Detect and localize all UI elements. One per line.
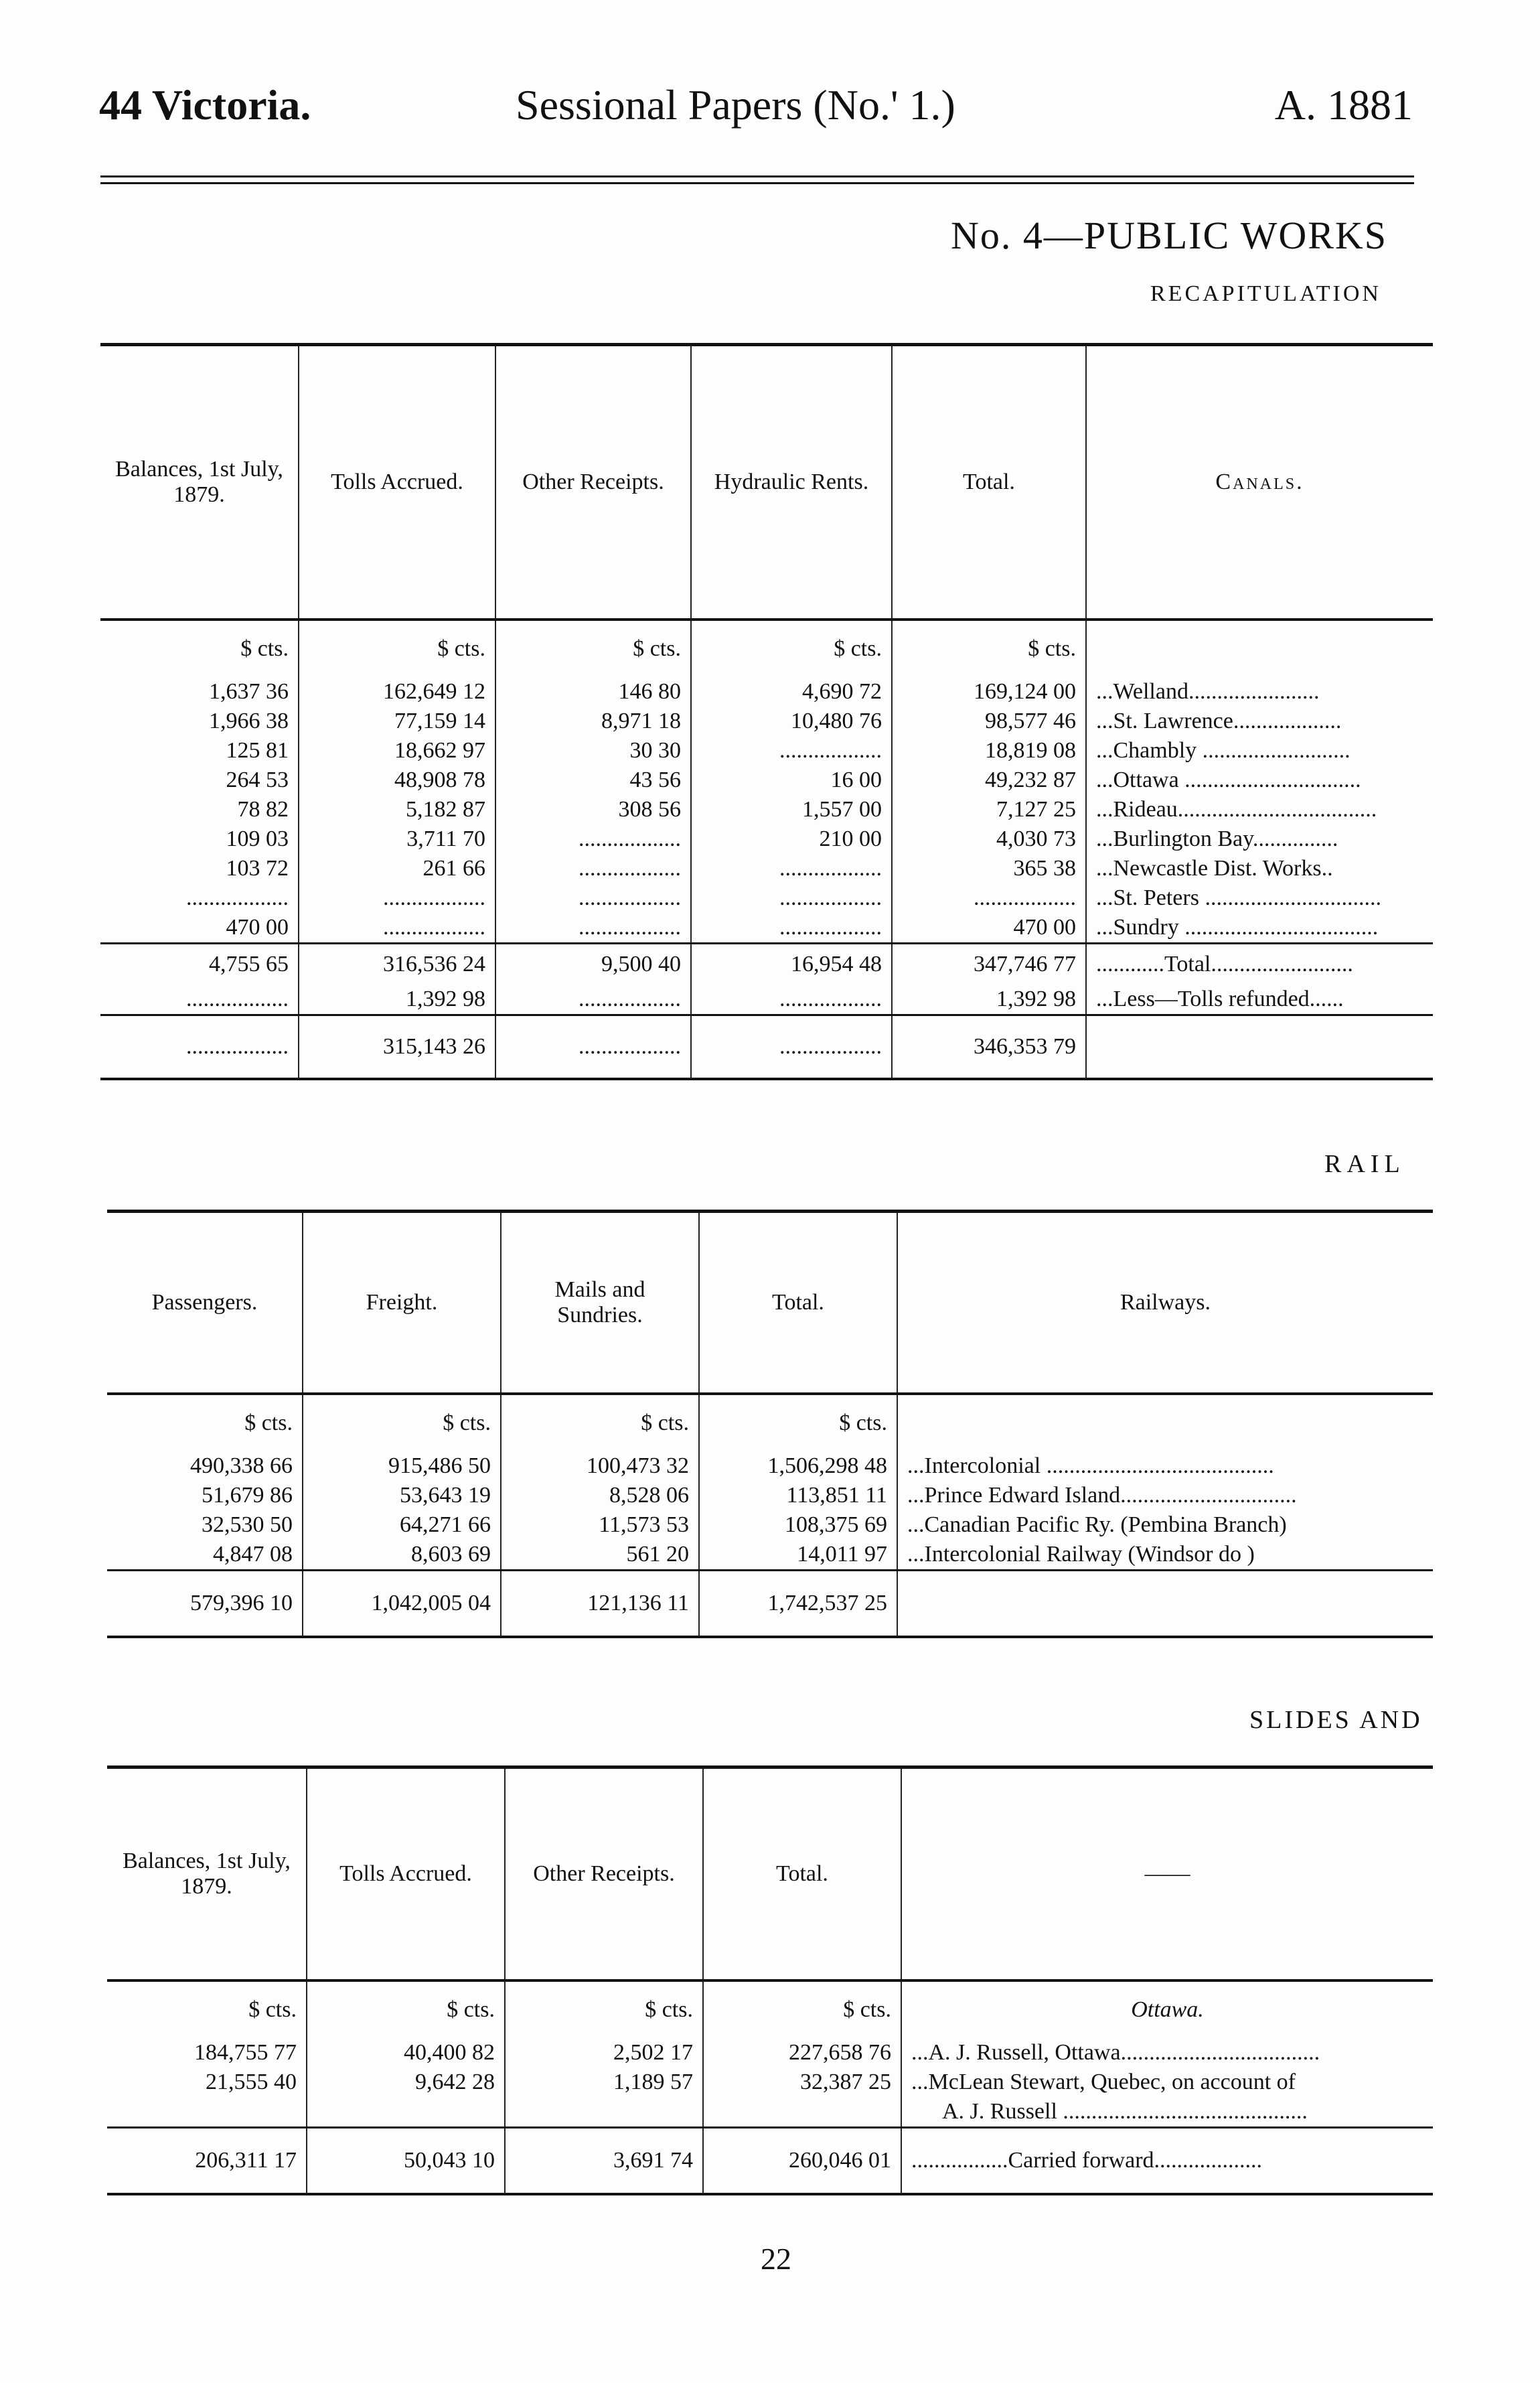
cell: 162,649 12 [299,677,495,707]
unit-label [897,1394,1433,1451]
cell: 8,603 69 [303,1540,501,1571]
cell: 18,819 08 [892,736,1086,766]
cell: 3,711 70 [299,824,495,854]
cell: 100,473 32 [501,1451,699,1481]
cell: 16,954 48 [691,943,892,985]
cell: 8,971 18 [495,707,691,736]
cell: 40,400 82 [307,2038,505,2068]
col-header-balances: Balances, 1st July, 1879. [107,1767,307,1980]
row-label: ...Welland....................... [1086,677,1433,707]
col-header-tolls: Tolls Accrued. [307,1767,505,1980]
cell: 227,658 76 [703,2038,901,2068]
cell: .................. [691,985,892,1015]
cell: 490,338 66 [190,1453,293,1478]
cell: .................. [892,883,1086,913]
col-header-other-receipts: Other Receipts. [505,1767,703,1980]
table-row [107,2038,1433,2068]
cell: 77,159 14 [299,707,495,736]
total-row [100,943,1433,985]
unit-label: $ cts. [307,1980,505,2038]
cell: 64,271 66 [303,1510,501,1540]
table-row [107,1451,1433,1481]
unit-label: $ cts. [299,620,495,677]
row-label: ...A. J. Russell, Ottawa................................... [901,2038,1433,2068]
row-label: ...Intercolonial Railway (Windsor do ) [897,1540,1433,1571]
net-total-row [100,1015,1433,1079]
cell: 1,392 98 [299,985,495,1015]
table-row [100,766,1433,795]
cell: 1,189 57 [505,2068,703,2097]
cell: 121,136 11 [501,1570,699,1637]
cell: 109 03 [226,826,289,851]
row-label: ...Rideau................................... [1086,795,1433,824]
table-row [100,883,1433,913]
cell: .................. [495,1015,691,1079]
cell: 32,530 50 [202,1512,293,1537]
cell: 5,182 87 [299,795,495,824]
unit-label: $ cts. [892,620,1086,677]
cell: .................. [100,1015,299,1079]
cell: 579,396 10 [107,1570,303,1637]
cell: .................. [299,883,495,913]
slides-table [107,1765,1433,2195]
cell: .................. [495,883,691,913]
cell: 1,557 00 [691,795,892,824]
cell: 78 82 [237,796,289,822]
cell: .................. [691,1015,892,1079]
col-header-blank-dash: —— [901,1767,1433,1980]
cell: 346,353 79 [892,1015,1086,1079]
col-header-other-receipts: Other Receipts. [495,345,691,620]
col-header-total: Total. [892,345,1086,620]
col-header-total: Total. [703,1767,901,1980]
col-header-tolls: Tolls Accrued. [299,345,495,620]
canals-table [100,343,1433,1080]
page-subtitle: RECAPITULATION [1150,281,1381,306]
table-row [100,795,1433,824]
header-rule-bottom [100,182,1414,184]
page-number: 22 [761,2242,791,2276]
slides-header-row [107,1767,1433,1980]
row-label: A. J. Russell ........................................... [901,2097,1433,2128]
subsection-label-ottawa: Ottawa. [901,1980,1433,2038]
section-label-railways: RAIL [1324,1150,1405,1178]
cell: .................. [495,854,691,883]
row-label: ............Total......................... [1086,943,1433,985]
cell: 260,046 01 [703,2127,901,2194]
cell: 1,506,298 48 [699,1451,897,1481]
cell: 18,662 97 [299,736,495,766]
table-row [100,707,1433,736]
table-row [107,1481,1433,1510]
cell: 1,742,537 25 [699,1570,897,1637]
header-sessional-papers: Sessional Papers (No.' 1.) [516,81,955,129]
cell: 2,502 17 [505,2038,703,2068]
col-header-mails: Mails and Sundries. [501,1212,699,1394]
cell: 51,679 86 [202,1482,293,1508]
cell: .................. [691,883,892,913]
row-label: ...Canadian Pacific Ry. (Pembina Branch) [897,1510,1433,1540]
cell: 470 00 [892,913,1086,944]
total-row [107,1570,1433,1637]
cell: 264 53 [226,767,289,792]
cell: 169,124 00 [892,677,1086,707]
cell: 308 56 [495,795,691,824]
cell: 146 80 [495,677,691,707]
slides-units-row [107,1980,1433,2038]
row-label: .................Carried forward................... [901,2127,1433,2194]
header-volume: 44 Victoria. [99,81,311,129]
row-label [1086,1015,1433,1079]
cell: 1,392 98 [892,985,1086,1015]
cell: 347,746 77 [892,943,1086,985]
cell: 915,486 50 [303,1451,501,1481]
cell: 98,577 46 [892,707,1086,736]
row-label: ...Less—Tolls refunded...... [1086,985,1433,1015]
cell: 4,755 65 [209,951,289,977]
row-label: ...Sundry .................................. [1086,913,1433,944]
row-label: ...Intercolonial ........................................ [897,1451,1433,1481]
cell: 7,127 25 [892,795,1086,824]
unit-label [1086,620,1433,677]
refund-row [100,985,1433,1015]
cell: 49,232 87 [892,766,1086,795]
row-label: ...Prince Edward Island............................... [897,1481,1433,1510]
cell: 315,143 26 [299,1015,495,1079]
row-label: ...McLean Stewart, Quebec, on account of [901,2068,1433,2097]
cell: .................. [495,985,691,1015]
cell: 184,755 77 [194,2039,297,2065]
cell: 4,847 08 [107,1540,303,1571]
unit-label: $ cts. [495,620,691,677]
cell: 10,480 76 [691,707,892,736]
unit-label: $ cts. [501,1394,699,1451]
cell: 1,042,005 04 [303,1570,501,1637]
cell: 9,642 28 [307,2068,505,2097]
cell [505,2097,703,2128]
table-row [100,677,1433,707]
cell: .................. [495,913,691,944]
cell: 4,690 72 [691,677,892,707]
cell [107,2097,307,2128]
cell: 210 00 [691,824,892,854]
railways-table [107,1210,1433,1638]
cell: .................. [186,885,289,910]
cell: 4,030 73 [892,824,1086,854]
table-row [100,736,1433,766]
row-label: ...Burlington Bay............... [1086,824,1433,854]
canals-units-row [100,620,1433,677]
cell: 316,536 24 [299,943,495,985]
cell: .................. [495,824,691,854]
col-header-hydraulic-rents: Hydraulic Rents. [691,345,892,620]
railways-header-row [107,1212,1433,1394]
table-row [107,2068,1433,2097]
cell: 8,528 06 [501,1481,699,1510]
table-row [100,824,1433,854]
cell: 1,637 36 [209,678,289,704]
col-header-balances: Balances, 1st July, 1879. [100,345,299,620]
cell: 43 56 [495,766,691,795]
unit-label: $ cts. [505,1980,703,2038]
header-rule-top [100,175,1414,177]
carried-forward-row [107,2127,1433,2194]
cell: 108,375 69 [699,1510,897,1540]
unit-label: $ cts. [244,1410,293,1435]
railways-units-row [107,1394,1433,1451]
unit-label: $ cts. [248,1997,297,2022]
cell: 113,851 11 [699,1481,897,1510]
cell: .................. [691,736,892,766]
cell: 3,691 74 [505,2127,703,2194]
col-header-railways: Railways. [897,1212,1433,1394]
col-header-total: Total. [699,1212,897,1394]
unit-label: $ cts. [703,1980,901,2038]
cell: 11,573 53 [501,1510,699,1540]
col-header-freight: Freight. [303,1212,501,1394]
cell [307,2097,505,2128]
cell: 21,555 40 [206,2069,297,2094]
cell: 1,966 38 [209,708,289,733]
col-header-passengers: Passengers. [107,1212,303,1394]
section-label-slides: SLIDES AND [1249,1706,1423,1734]
table-row [107,1510,1433,1540]
canals-header-row [100,345,1433,620]
page-title: No. 4—PUBLIC WORKS [951,214,1388,257]
table-row [100,854,1433,883]
table-row [107,1540,1433,1571]
cell: 50,043 10 [307,2127,505,2194]
col-header-canals: Canals. [1086,345,1433,620]
cell: 561 20 [501,1540,699,1571]
header-year: A. 1881 [1274,81,1413,129]
row-label [897,1570,1433,1637]
cell [703,2097,901,2128]
unit-label: $ cts. [691,620,892,677]
table-row [100,913,1433,944]
row-label: ...Newcastle Dist. Works.. [1086,854,1433,883]
cell: 16 00 [691,766,892,795]
table-row [107,2097,1433,2128]
cell: 32,387 25 [703,2068,901,2097]
cell: 206,311 17 [107,2127,307,2194]
row-label: ...St. Peters ............................... [1086,883,1433,913]
unit-label: $ cts. [699,1394,897,1451]
cell: .................. [691,913,892,944]
unit-label: $ cts. [240,636,289,661]
cell: 53,643 19 [303,1481,501,1510]
row-label: ...St. Lawrence................... [1086,707,1433,736]
cell: .................. [100,985,299,1015]
cell: 261 66 [299,854,495,883]
cell: 470 00 [100,913,299,944]
cell: .................. [299,913,495,944]
cell: 103 72 [226,855,289,881]
cell: 14,011 97 [699,1540,897,1571]
cell: .................. [691,854,892,883]
row-label: ...Chambly .......................... [1086,736,1433,766]
cell: 9,500 40 [495,943,691,985]
row-label: ...Ottawa ............................... [1086,766,1433,795]
cell: 30 30 [495,736,691,766]
unit-label: $ cts. [303,1394,501,1451]
cell: 365 38 [892,854,1086,883]
cell: 48,908 78 [299,766,495,795]
cell: 125 81 [226,737,289,763]
